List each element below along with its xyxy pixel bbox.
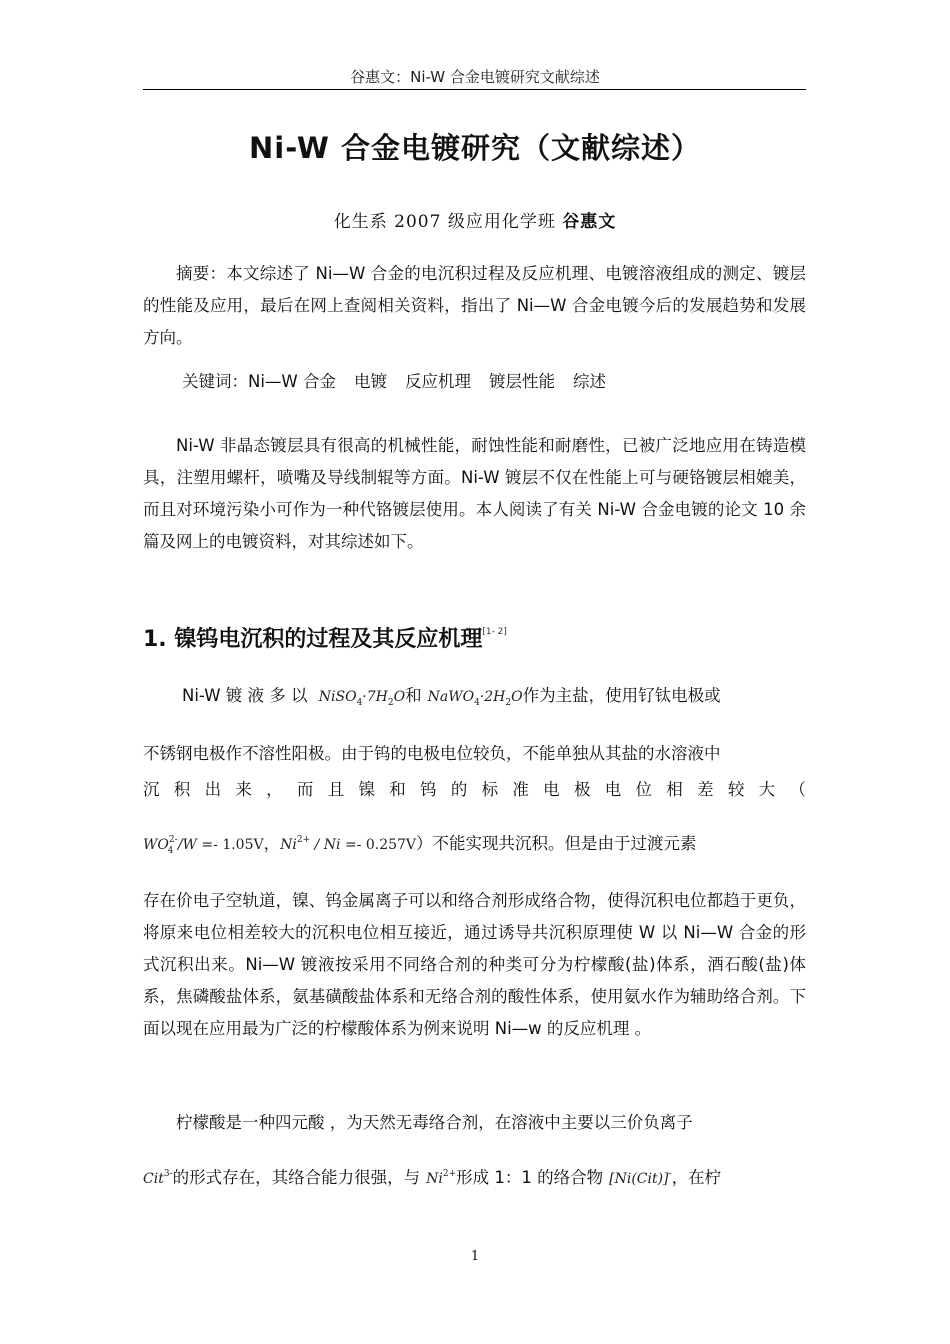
citrate-ion: Cit$^{3-}$ (143, 1169, 173, 1187)
section-heading-text: 1. 镍钨电沉积的过程及其反应机理 (143, 627, 483, 652)
formula-line-salts (182, 682, 806, 708)
potential-tungstate: $WO^{2-}_4$ /W =- 1.05V (143, 835, 264, 856)
section-heading (143, 622, 507, 653)
keyword: 镀层性能 (489, 372, 555, 391)
keyword: Ni—W 合金 (248, 372, 336, 391)
keywords (182, 368, 845, 392)
potential-nickel: $Ni^{2+} / Ni =- 0.257V$ (280, 835, 417, 853)
paragraph-citric-acid: 柠檬酸是一种四元酸 ，为天然无毒络合剂，在溶液中主要以三价负离子 (176, 1113, 693, 1132)
formula-line-potentials: $WO^{2-}_4$ /W =- 1.05V，$Ni^{2+} / Ni =- 0.257V$）不能实现共沉积。但是由于过渡元素 (143, 834, 697, 856)
section-reference: [1- 2] (482, 627, 507, 637)
page-number: 1 (470, 1249, 480, 1264)
keyword: 反应机理 (405, 372, 471, 391)
author-name: 谷惠文 (562, 212, 617, 232)
header-rule (143, 89, 806, 90)
abstract-label: 摘要： (176, 264, 227, 283)
nickel-citrate-complex: [Ni(Cit)]- (609, 1169, 672, 1187)
intro-paragraph: Ni-W 非晶态镀层具有很高的机械性能，耐蚀性能和耐磨性，已被广泛地应用在铸造模具，注塑用螺杆，喷嘴及导线制辊等方面。Ni-W 镀层不仅在性能上可与硬铬镀层相媲美，而且对环境污染小可作为一种代铬镀层使用。本人阅读了有关 Ni-W 合金电镀的论文 10 余篇及网上的电镀资料，对其综述如下。 (143, 436, 806, 551)
formula-line-complex: Cit$^{3-}$的形式存在，其络合能力很强，与 $Ni^{2+}$形成 1：1 的络合物 [Ni(Cit)]-，在柠 (143, 1168, 722, 1187)
keywords-label: 关键词： (182, 372, 248, 391)
running-header: 谷惠文：Ni-W 合金电镀研究文献综述 (350, 68, 600, 86)
nickel-ion: $Ni^{2+}$ (426, 1169, 457, 1187)
salt-nickel-sulfate: $NiSO_4\cdot 7H_2O$ (318, 689, 406, 708)
abstract-text: 本文综述了 Ni—W 合金的电沉积过程及反应机理、电镀溶液组成的测定、镀层的性能及应用，最后在网上查阅相关资料，指出了 Ni—W 合金电镀今后的发展趋势和发展方向。 (143, 264, 807, 347)
salts-lead: Ni-W 镀 液 多 以 (182, 686, 308, 705)
document-title: Ni-W 合金电镀研究（文献综述） (248, 131, 702, 165)
abstract (143, 258, 806, 354)
keyword: 综述 (573, 372, 606, 391)
potentials-rest: ）不能实现共沉积。但是由于过渡元素 (416, 834, 697, 853)
author-line (0, 207, 950, 232)
author-affiliation: 化生系 2007 级应用化学班 (333, 212, 556, 232)
and-word: 和 (405, 686, 422, 705)
salts-rest: 作为主盐，使用钌钛电极或 (522, 686, 721, 705)
keyword: 电镀 (354, 372, 387, 391)
salt-sodium-tungstate: $NaWO_4\cdot 2H_2O$ (427, 689, 523, 708)
text-line-spread: 沉 积 出 来 ， 而 且 镍 和 钨 的 标 准 电 极 电 位 相 差 较 大 （ (143, 780, 806, 799)
text-line: 不锈钢电极作不溶性阳极。由于钨的电极电位较负，不能单独从其盐的水溶液中 (143, 744, 721, 763)
paragraph-codeposition: 存在价电子空轨道，镍、钨金属离子可以和络合剂形成络合物，使得沉积电位都趋于更负，将原来电位相差较大的沉积电位相互接近，通过诱导共沉积原理使 W 以 Ni—W 合金的形式沉积出来。Ni—W 镀液按采用不同络合剂的种类可分为柠檬酸(盐)体系，酒石酸(盐)体系，焦磷酸盐体系，氨基磺酸盐体系和无络合剂的酸性体系，使用氨水作为辅助络合剂。下面以现在应用最为广泛的柠檬酸体系为例来说明 Ni—w 的反应机理 。 (143, 891, 806, 1038)
